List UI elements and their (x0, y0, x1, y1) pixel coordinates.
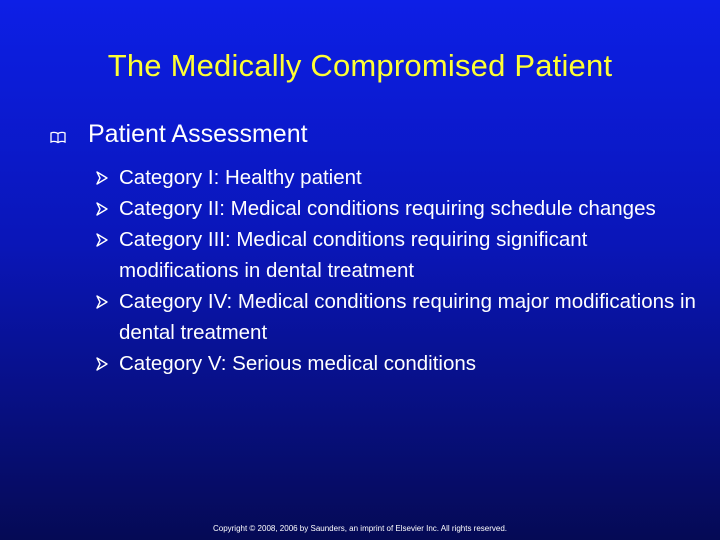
category-list (96, 162, 696, 379)
list-item (96, 224, 696, 286)
arrow-bullet-icon (96, 357, 108, 371)
list-item-text: Category V: Serious medical conditions (119, 352, 477, 375)
list-item-text: Category II: Medical conditions requiring schedule changes (119, 197, 656, 220)
list-item (96, 162, 696, 193)
list-item (96, 286, 696, 348)
open-book-icon (50, 129, 66, 145)
list-item (96, 348, 696, 379)
arrow-bullet-icon (96, 171, 108, 185)
list-item-text: Category I: Healthy patient (119, 166, 362, 189)
copyright-footer: Copyright © 2008, 2006 by Saunders, an imprint of Elsevier Inc. All rights reserved. (212, 524, 508, 533)
main-bullet (50, 120, 308, 149)
list-item (96, 193, 696, 224)
main-bullet-label: Patient Assessment (88, 120, 308, 148)
arrow-bullet-icon (96, 233, 108, 247)
slide-title: The Medically Compromised Patient (107, 48, 613, 83)
arrow-bullet-icon (96, 295, 108, 309)
list-item-text: Category IV: Medical conditions requiring major modifications in dental treatment (119, 290, 696, 344)
arrow-bullet-icon (96, 202, 108, 216)
list-item-text: Category III: Medical conditions requiring significant modifications in dental treatment (119, 228, 588, 282)
